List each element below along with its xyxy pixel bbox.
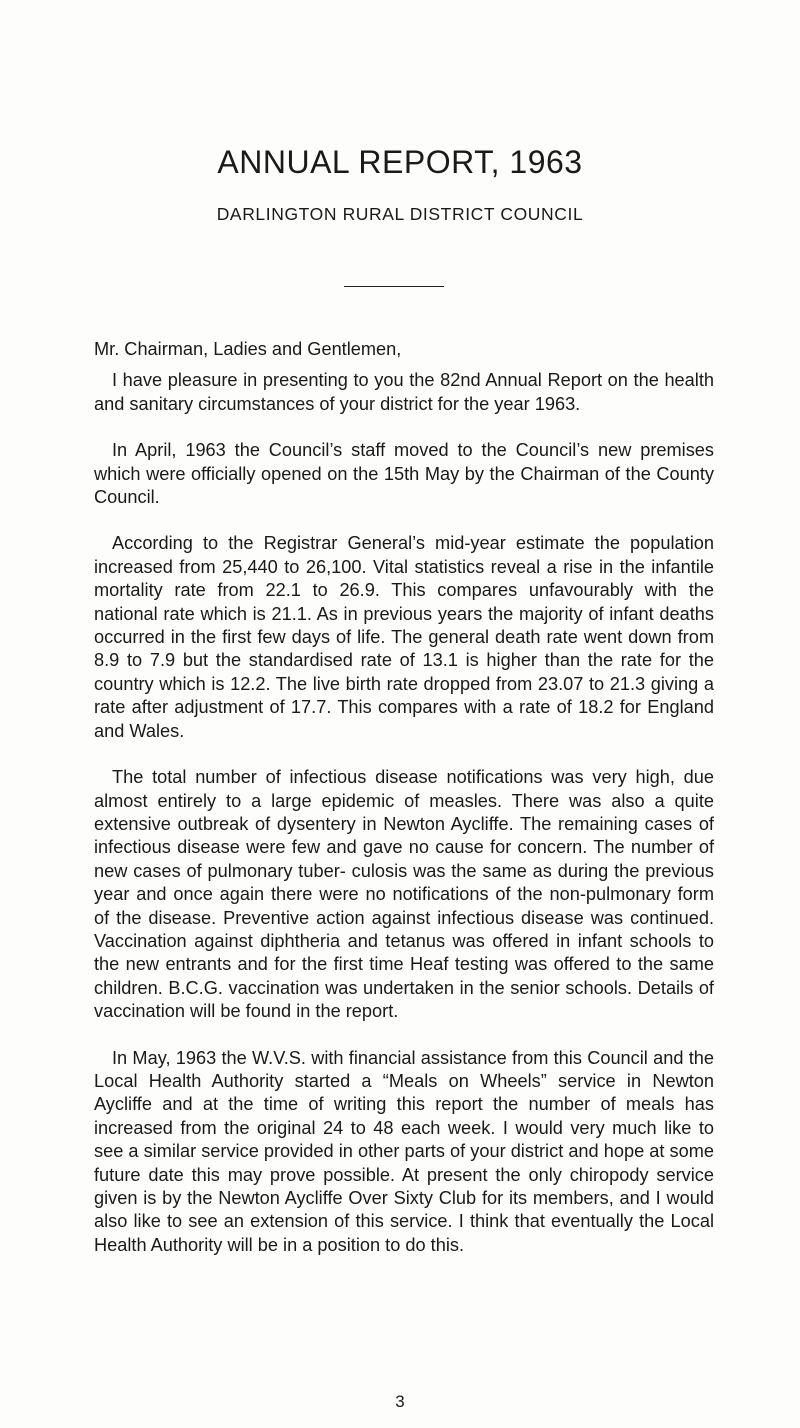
paragraph-premises: In April, 1963 the Council’s staff moved to the Council’s new premises which were officially opened on the 15th May by the Chairman of the County Council. — [94, 440, 714, 508]
page-number: 3 — [395, 1392, 405, 1411]
paragraph-introduction: I have pleasure in presenting to you the 82nd Annual Report on the health and sanitary circumstances of your district for the year 1963. — [94, 370, 714, 414]
paragraph-infectious-disease: The total number of infectious disease notifications was very high, due almost entirely to a large epidemic of measles. There was also a quite extensive outbreak of dysentery in Newton Aycliffe. The remaining cases of infectious disease were few and gave no cause for concern. The number of new cases of pulmonary tuber- culosis was the same as during the previous year and once again there were no notifications of the non-pulmonary form of the disease. Preventive action against infectious disease was continued. Vaccination against diphtheria and tetanus was offered in infant schools to the new entrants and for the first time Heaf testing was offered to the same children. B.C.G. vaccination was undertaken in the senior schools. Details of vaccination will be found in the report. — [94, 767, 714, 1022]
report-title: ANNUAL REPORT, 1963 — [217, 144, 583, 180]
salutation: Mr. Chairman, Ladies and Gentlemen, — [94, 339, 402, 359]
paragraph-vital-statistics: According to the Registrar General’s mid-year estimate the population increased from 25,440 to 26,100. Vital statistics reveal a rise in the infantile mortality rate from 22.1 to 26.9. This compares unfavourably with the national rate which is 21.1. As in previous years the majority of infant deaths occurred in the first few days of life. The general death rate went down from 8.9 to 7.9 but the standardised rate of 13.1 is higher than the rate for the country which is 12.2. The live birth rate dropped from 23.07 to 21.3 giving a rate after adjustment of 17.7. This compares with a rate of 18.2 for England and Wales. — [94, 533, 714, 741]
report-body — [94, 338, 714, 1280]
title-divider — [344, 286, 444, 287]
council-name: DARLINGTON RURAL DISTRICT COUNCIL — [216, 204, 584, 224]
paragraph-meals-on-wheels: In May, 1963 the W.V.S. with financial assistance from this Council and the Local Health Authority started a “Meals on Wheels” service in Newton Aycliffe and at the time of writing this report the number of meals has increased from the original 24 to 48 each week. I would very much like to see a similar service provided in other parts of your district and hope at some future date this may prove possible. At present the only chiropody service given is by the Newton Aycliffe Over Sixty Club for its members, and I would also like to see an extension of this service. I think that eventually the Local Health Authority will be in a position to do this. — [94, 1047, 714, 1255]
